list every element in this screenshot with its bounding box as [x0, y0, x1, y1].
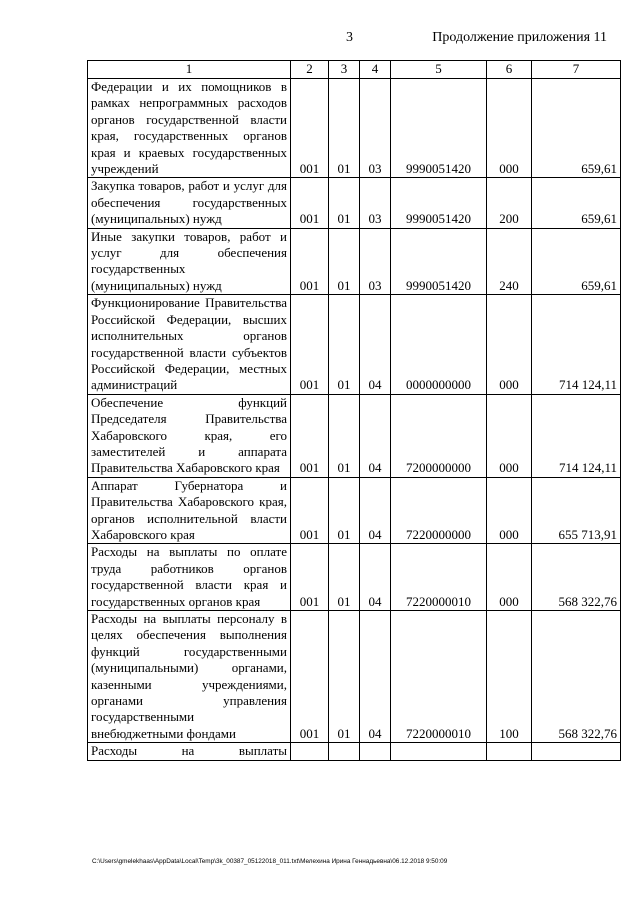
column-header: 5: [391, 61, 487, 79]
row-name: Аппарат Губернатора и Правительства Хабаровского края, органов исполнительной власти Хабаровского края: [88, 477, 291, 544]
row-name: Функционирование Правительства Российской Федерации, высших исполнительных органов государственной власти субъектов Российской Федерации, местных администраций: [88, 295, 291, 394]
table-row: [88, 611, 621, 743]
row-subsection: 04: [360, 477, 391, 544]
row-subsection: 03: [360, 178, 391, 228]
table-row: [88, 743, 621, 760]
row-section: 01: [329, 544, 360, 611]
row-subsection: 04: [360, 611, 391, 743]
budget-table: [87, 60, 621, 761]
row-name: Закупка товаров, работ и услуг для обеспечения государственных (муниципальных) нужд: [88, 178, 291, 228]
row-sum: 714 124,11: [532, 394, 621, 477]
row-grbs: 001: [291, 228, 329, 295]
row-sum: 659,61: [532, 79, 621, 178]
row-target-article: 0000000000: [391, 295, 487, 394]
row-section: 01: [329, 295, 360, 394]
row-expense-type: 000: [487, 477, 532, 544]
row-subsection: 04: [360, 394, 391, 477]
row-name: Обеспечение функций Председателя Правительства Хабаровского края, его заместителей и аппарата Правительства Хабаровского края: [88, 394, 291, 477]
row-expense-type: 000: [487, 295, 532, 394]
table-row: [88, 178, 621, 228]
table-row: [88, 295, 621, 394]
row-section: 01: [329, 178, 360, 228]
row-target-article: 9990051420: [391, 178, 487, 228]
row-expense-type: [487, 743, 532, 760]
row-target-article: [391, 743, 487, 760]
row-section: 01: [329, 611, 360, 743]
table-header-row: [88, 61, 621, 79]
row-sum: 714 124,11: [532, 295, 621, 394]
row-expense-type: 000: [487, 544, 532, 611]
row-grbs: 001: [291, 79, 329, 178]
row-section: 01: [329, 228, 360, 295]
row-target-article: 7220000010: [391, 611, 487, 743]
table-row: [88, 477, 621, 544]
row-name: Расходы на выплаты: [88, 743, 291, 760]
row-sum: [532, 743, 621, 760]
footer-file-path: C:\Users\gmelekhaas\AppData\Local\Temp\3k_00387_05122018_011.txt\Мелехина Ирина Геннадьевна\06.12.2018 9:50:09: [92, 858, 448, 865]
row-target-article: 9990051420: [391, 79, 487, 178]
column-header: 1: [88, 61, 291, 79]
row-target-article: 9990051420: [391, 228, 487, 295]
row-grbs: 001: [291, 295, 329, 394]
row-expense-type: 000: [487, 79, 532, 178]
column-header: 6: [487, 61, 532, 79]
table-row: [88, 394, 621, 477]
row-expense-type: 240: [487, 228, 532, 295]
row-grbs: [291, 743, 329, 760]
row-subsection: 04: [360, 544, 391, 611]
row-grbs: 001: [291, 394, 329, 477]
row-subsection: [360, 743, 391, 760]
row-section: 01: [329, 394, 360, 477]
row-expense-type: 200: [487, 178, 532, 228]
page-number: 3: [346, 30, 353, 45]
column-header: 4: [360, 61, 391, 79]
row-sum: 655 713,91: [532, 477, 621, 544]
row-target-article: 7200000000: [391, 394, 487, 477]
row-name: Расходы на выплаты по оплате труда работников органов государственной власти края и государственных органов края: [88, 544, 291, 611]
row-sum: 568 322,76: [532, 611, 621, 743]
row-name: Федерации и их помощников в рамках непрограммных расходов органов государственной власти края, государственных органов края и краевых государственных учреждений: [88, 79, 291, 178]
row-section: [329, 743, 360, 760]
row-name: Иные закупки товаров, работ и услуг для обеспечения государственных (муниципальных) нужд: [88, 228, 291, 295]
table-row: [88, 228, 621, 295]
row-name: Расходы на выплаты персоналу в целях обеспечения выполнения функций государственными (муниципальными) органами, казенными учреждениями, органами управления государственными внебюджетными фондами: [88, 611, 291, 743]
row-grbs: 001: [291, 611, 329, 743]
row-section: 01: [329, 477, 360, 544]
row-grbs: 001: [291, 544, 329, 611]
table-row: [88, 79, 621, 178]
row-subsection: 03: [360, 228, 391, 295]
row-subsection: 03: [360, 79, 391, 178]
column-header: 7: [532, 61, 621, 79]
column-header: 3: [329, 61, 360, 79]
row-grbs: 001: [291, 178, 329, 228]
row-target-article: 7220000000: [391, 477, 487, 544]
row-expense-type: 100: [487, 611, 532, 743]
table-row: [88, 544, 621, 611]
row-section: 01: [329, 79, 360, 178]
row-sum: 568 322,76: [532, 544, 621, 611]
row-target-article: 7220000010: [391, 544, 487, 611]
row-sum: 659,61: [532, 178, 621, 228]
row-sum: 659,61: [532, 228, 621, 295]
row-expense-type: 000: [487, 394, 532, 477]
row-grbs: 001: [291, 477, 329, 544]
continuation-label: Продолжение приложения 11: [432, 30, 607, 45]
column-header: 2: [291, 61, 329, 79]
row-subsection: 04: [360, 295, 391, 394]
